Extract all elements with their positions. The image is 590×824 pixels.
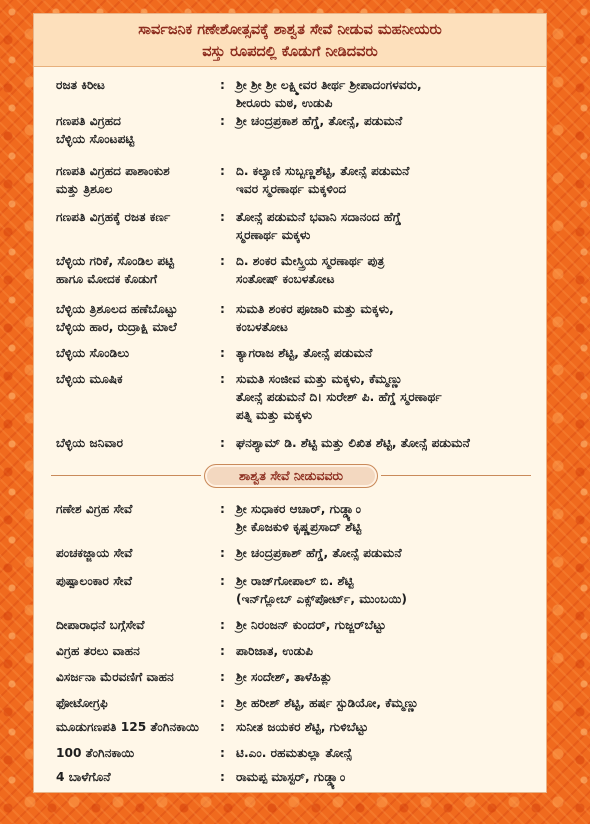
item-label-line: ಬೆಳ್ಳಿಯ ಜನಿವಾರ (56, 436, 124, 450)
item-label-line: ಬೆಳ್ಳಿಯ ಸೊಂಟಪಟ್ಟಿ (56, 132, 135, 146)
item-value-line: ತ್ಯಾಗರಾಜ ಶೆಟ್ಟಿ, ತೋನ್ಸೆ ಪಡುಮನೆ (236, 346, 373, 360)
item-value (236, 370, 536, 424)
item-value (236, 500, 536, 536)
item-label (56, 572, 226, 590)
item-label-line: ವಿಗ್ರಹ ತರಲು ವಾಹನ (56, 644, 140, 658)
item-label (56, 252, 226, 288)
item-value (236, 112, 536, 130)
item-label (56, 744, 226, 762)
separator-colon: : (220, 502, 225, 516)
item-label (56, 668, 226, 686)
item-value (236, 252, 536, 288)
item-label (56, 500, 226, 518)
item-value-line: ಶ್ರೀ ಚಂದ್ರಪ್ರಕಾಶ್ ಹೆಗ್ಡೆ, ತೋನ್ಸೆ ಪಡುಮನೆ (236, 546, 402, 560)
item-value-line: ಶ್ರೀ ರಾಜ್‌ಗೋಪಾಲ್ ಬಿ. ಶೆಟ್ಟಿ (236, 574, 354, 588)
item-value-line: ಶ್ರೀ ನಿರಂಜನ್ ಕುಂದರ್, ಗುಜ್ಜರ್‌ಬೆಟ್ಟು (236, 618, 387, 632)
item-label-line: ವಿಸರ್ಜನಾ ಮೆರವಣಿಗೆ ವಾಹನ (56, 670, 174, 684)
item-label-line: ಗಣಪತಿ ವಿಗ್ರಹದ ಪಾಶಾಂಕುಶ (56, 164, 170, 178)
title-line-1: ಸಾರ್ವಜನಿಕ ಗಣೇಶೋತ್ಸವಕ್ಕೆ ಶಾಶ್ವತ ಸೇವೆ ನೀಡುವ ಮಹನೀಯರು (138, 22, 442, 38)
section-divider (34, 462, 546, 490)
item-value-line: ದಿ. ಕಲ್ಯಾಣಿ ಸುಬ್ಬಣ್ಣಶೆಟ್ಟಿ, ತೋನ್ಸೆ ಪಡುಮನೆ (236, 164, 410, 178)
separator-colon: : (220, 346, 225, 360)
item-value-line: ಶೀರೂರು ಮಠ, ಉಡುಪಿ (236, 96, 333, 110)
item-value (236, 718, 536, 736)
item-value (236, 572, 536, 608)
item-value (236, 616, 536, 634)
item-label-line: ಮೂಡುಗಣಪತಿ 125 ತೆಂಗಿನಕಾಯಿ (56, 720, 200, 734)
item-label-line: ಪುಷ್ಪಾಲಂಕಾರ ಸೇವೆ (56, 574, 133, 588)
item-value-line: ತೋನ್ಸೆ ಪಡುಮನೆ ದಿ। ಸುರೇಶ್ ಪಿ. ಹೆಗ್ಡೆ ಸ್ಮರಣಾರ್ಥ (236, 390, 442, 404)
item-value (236, 642, 536, 660)
item-label (56, 208, 226, 226)
item-label (56, 642, 226, 660)
section-heading: ಶಾಶ್ವತ ಸೇವೆ ನೀಡುವವರು (204, 464, 378, 488)
separator-colon: : (220, 618, 225, 632)
item-value (236, 434, 536, 452)
item-label-line: ಗಣೇಶ ವಿಗ್ರಹ ಸೇವೆ (56, 502, 133, 516)
item-value-line: ಶ್ರೀ ಶ್ರೀ ಶ್ರೀ ಲಕ್ಷ್ಮೀವರ ತೀರ್ಥ ಶ್ರೀಪಾದಂಗಳವರು, (236, 78, 422, 92)
item-value-line: ಶ್ರೀ ಕೊಜಕುಳಿ ಕೃಷ್ಣಪ್ರಸಾದ್ ಶೆಟ್ಟಿ (236, 520, 362, 534)
item-label-line: ಬೆಳ್ಳಿಯ ಹಾರ, ರುದ್ರಾಕ್ಷಿ ಮಾಲೆ (56, 320, 177, 334)
item-label (56, 718, 226, 736)
item-label (56, 434, 226, 452)
item-label (56, 112, 226, 148)
item-label (56, 544, 226, 562)
item-label-line: ಗಣಪತಿ ವಿಗ್ರಹಕ್ಕೆ ರಜತ ಕರ್ಣ (56, 210, 171, 224)
item-value-line: ಪಾರಿಜಾತ, ಉಡುಪಿ (236, 644, 314, 658)
separator-colon: : (220, 770, 225, 784)
separator-colon: : (220, 114, 225, 128)
page-title (34, 14, 546, 67)
item-value-line: ಸ್ಮರಣಾರ್ಥ ಮಕ್ಕಳು (236, 228, 311, 242)
item-value-line: ಶ್ರೀ ಚಂದ್ರಪ್ರಕಾಶ ಹೆಗ್ಡೆ, ತೋನ್ಸೆ, ಪಡುಮನೆ (236, 114, 403, 128)
separator-colon: : (220, 720, 225, 734)
separator-colon: : (220, 164, 225, 178)
item-value-line: ತೋನ್ಸೆ ಪಡುಮನೆ ಭವಾನಿ ಸದಾನಂದ ಹೆಗ್ಡೆ (236, 210, 402, 224)
item-value-line: ಸಂತೋಷ್ ಕಂಬಳತೋಟ (236, 272, 335, 286)
item-value-line: ಶ್ರೀ ಸಂದೇಶ್, ತಾಳೆಹಿತ್ಲು (236, 670, 333, 684)
item-value-line: ಕಂಬಳತೋಟ (236, 320, 288, 334)
separator-colon: : (220, 436, 225, 450)
item-value-line: ಘನಶ್ಯಾಮ್ ಡಿ. ಶೆಟ್ಟಿ ಮತ್ತು ಲಿಖಿತ ಶೆಟ್ಟಿ, ತೋನ್ಸೆ ಪಡುಮನೆ (236, 436, 470, 450)
item-label (56, 616, 226, 634)
separator-colon: : (220, 746, 225, 760)
item-value-line: ಶ್ರೀ ಹರೀಶ್ ಶೆಟ್ಟಿ, ಹರ್ಷ ಸ್ಟುಡಿಯೋ, ಕೆಮ್ಮಣ್ಣು (236, 696, 419, 710)
item-value-line: ಪತ್ನಿ ಮತ್ತು ಮಕ್ಕಳು (236, 408, 313, 422)
item-label-line: ಗಣಪತಿ ವಿಗ್ರಹದ (56, 114, 122, 128)
item-label-line: ರಜತ ಕಿರೀಟ (56, 78, 105, 92)
item-value (236, 300, 536, 336)
title-line-2: ವಸ್ತು ರೂಪದಲ್ಲಿ ಕೊಡುಗೆ ನೀಡಿದವರು (202, 44, 378, 60)
item-label (56, 768, 226, 786)
separator-colon: : (220, 696, 225, 710)
item-value (236, 208, 536, 244)
item-label-line: ಮತ್ತು ತ್ರಿಶೂಲ (56, 182, 113, 196)
separator-colon: : (220, 302, 225, 316)
separator-colon: : (220, 546, 225, 560)
item-label-line: 100 ತೆಂಗಿನಕಾಯಿ (56, 746, 135, 760)
item-value (236, 744, 536, 762)
item-label-line: ಬೆಳ್ಳಿಯ ಗರಿಕೆ, ಸೊಂಡಿಲ ಪಟ್ಟಿ (56, 254, 174, 268)
item-value-line: ಸುಮತಿ ಸಂಜೀವ ಮತ್ತು ಮಕ್ಕಳು, ಕೆಮ್ಮಣ್ಣು (236, 372, 403, 386)
item-value-line: ಸುಮತಿ ಶಂಕರ ಪೂಜಾರಿ ಮತ್ತು ಮಕ್ಕಳು, (236, 302, 394, 316)
item-value (236, 544, 536, 562)
separator-colon: : (220, 254, 225, 268)
item-label-line: ಹಾಗೂ ಮೋದಕ ಕೊಡುಗೆ (56, 272, 158, 286)
item-label (56, 370, 226, 388)
item-label-line: 4 ಬಾಳೆಗೊನೆ (56, 770, 111, 784)
item-value-line: ಇವರ ಸ್ಮರಣಾರ್ಥ ಮಕ್ಕಳಿಂದ (236, 182, 347, 196)
item-label (56, 694, 226, 712)
item-value-line: ಟಿ.ಎಂ. ರಹಮತುಲ್ಲಾ ತೋನ್ಸೆ (236, 746, 353, 760)
item-value (236, 162, 536, 198)
item-value-line: ಶ್ರೀ ಸುಧಾಕರ ಆಚಾರ್, ಗುಡ್ಡ್ಯಾಂ (236, 502, 362, 516)
separator-colon: : (220, 644, 225, 658)
item-value (236, 694, 536, 712)
separator-colon: : (220, 574, 225, 588)
item-label (56, 344, 226, 362)
item-value (236, 668, 536, 686)
item-value-line: (ಇನ್‌ಗ್ಲೋಬ್ ಎಕ್ಸ್‌ಪೋರ್ಟ್, ಮುಂಬಯಿ) (236, 592, 407, 606)
item-label (56, 162, 226, 198)
separator-colon: : (220, 670, 225, 684)
item-value (236, 768, 536, 786)
item-label-line: ಪಂಚಕಜ್ಜಾಯ ಸೇವೆ (56, 546, 133, 560)
item-value-line: ರಾಮಪ್ಪ ಮಾಸ್ಟರ್, ಗುಡ್ಡ್ಯಾಂ (236, 770, 346, 784)
item-value (236, 76, 536, 112)
item-label-line: ಫೋಟೋಗ್ರಫಿ (56, 696, 108, 710)
separator-colon: : (220, 78, 225, 92)
item-label-line: ದೀಪಾರಾಧನೆ ಬಗ್ಗೆಸೇವೆ (56, 618, 145, 632)
separator-colon: : (220, 372, 225, 386)
item-label (56, 76, 226, 94)
separator-colon: : (220, 210, 225, 224)
item-value-line: ಸುನೀತ ಜಯಕರ ಶೆಟ್ಟಿ, ಗುಳಿಬೆಟ್ಟು (236, 720, 369, 734)
item-label-line: ಬೆಳ್ಳಿಯ ಮೂಷಿಕ (56, 372, 123, 386)
item-label-line: ಬೆಳ್ಳಿಯ ತ್ರಿಶೂಲದ ಹಣೆಬೊಟ್ಟು (56, 302, 178, 316)
item-label (56, 300, 226, 336)
item-label-line: ಬೆಳ್ಳಿಯ ಸೊಂಡಿಲು (56, 346, 130, 360)
item-value-line: ದಿ. ಶಂಕರ ಮೇಸ್ತ್ರಿಯ ಸ್ಮರಣಾರ್ಥ ಪುತ್ರ (236, 254, 385, 268)
item-value (236, 344, 536, 362)
